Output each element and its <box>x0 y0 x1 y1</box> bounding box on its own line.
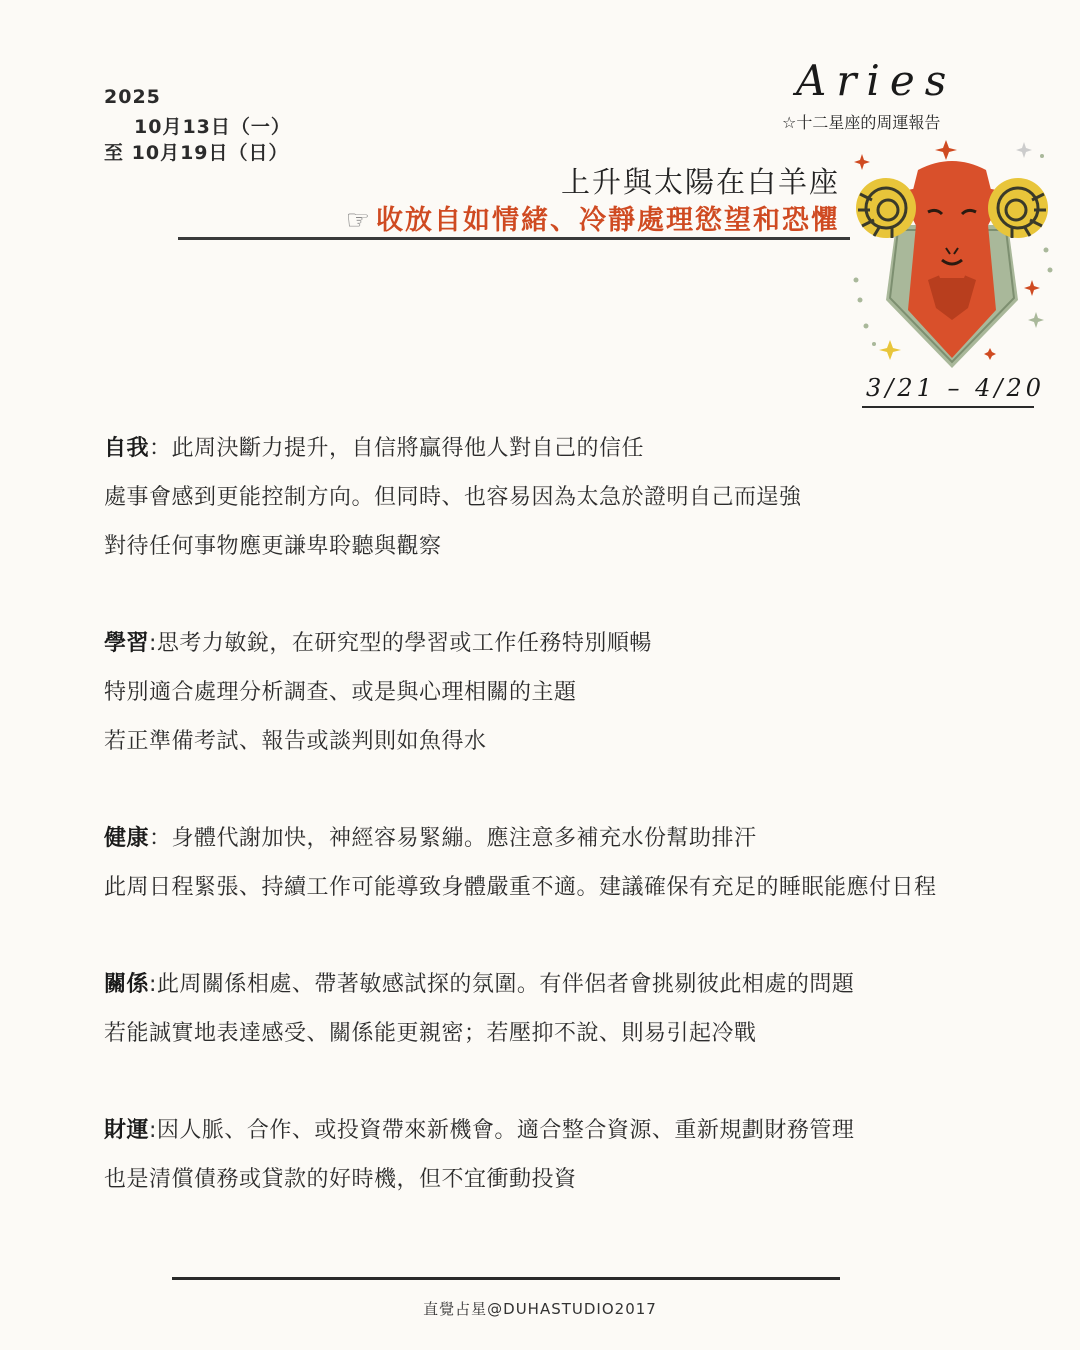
section-line: 關係:此周關係相處、帶著敏感試探的氛圍。有伴侶者會挑剔彼此相處的問題 <box>104 972 855 997</box>
section-label: 健康 <box>104 826 150 851</box>
ram-illustration-icon <box>846 130 1058 374</box>
sign-name: Aries <box>796 56 957 105</box>
section-wealth <box>104 1106 1074 1204</box>
section-line: 若正準備考試、報告或談判則如魚得水 <box>104 729 487 754</box>
section-label: 財運 <box>104 1118 150 1143</box>
footer-divider <box>172 1277 840 1280</box>
date-end-value: 10月19日（日） <box>131 142 289 164</box>
section-line: 特別適合處理分析調查、或是與心理相關的主題 <box>104 680 577 705</box>
date-year: 2025 <box>104 86 161 108</box>
page-theme <box>346 198 840 237</box>
date-end <box>104 138 289 165</box>
title-divider <box>178 237 850 240</box>
pointing-hand-icon: ☞ <box>345 205 372 236</box>
section-line: 學習:思考力敏銳，在研究型的學習或工作任務特別順暢 <box>104 631 652 656</box>
section-study <box>104 619 1074 766</box>
section-line: 對待任何事物應更謙卑聆聽與觀察 <box>104 534 442 559</box>
section-line: 也是清償債務或貸款的好時機，但不宜衝動投資 <box>104 1167 577 1192</box>
section-line: 健康：身體代謝加快，神經容易緊繃。應注意多補充水份幫助排汗 <box>104 826 757 851</box>
sign-date-underline <box>862 406 1034 408</box>
date-start: 10月13日（一） <box>134 116 291 138</box>
section-relationship <box>104 960 1074 1058</box>
section-label: 自我 <box>104 436 150 461</box>
sign-date-range: 3/21 – 4/20 <box>866 374 1046 402</box>
section-line: 自我：此周決斷力提升，自信將贏得他人對自己的信任 <box>104 436 645 461</box>
section-line: 此周日程緊張、持續工作可能導致身體嚴重不適。建議確保有充足的睡眠能應付日程 <box>104 875 937 900</box>
report-subtitle: ☆十二星座的周運報告 <box>782 113 941 132</box>
forecast-content <box>104 424 1074 1252</box>
section-line: 若能誠實地表達感受、關係能更親密；若壓抑不說、則易引起冷戰 <box>104 1021 757 1046</box>
footer-credit: 直覺占星@DUHASTUDIO2017 <box>423 1300 657 1318</box>
page-theme-text: 收放自如情緒、冷靜處理慾望和恐懼 <box>376 205 840 236</box>
date-end-prefix: 至 <box>104 142 125 164</box>
section-line: 處事會感到更能控制方向。但同時、也容易因為太急於證明自己而逞強 <box>104 485 802 510</box>
section-self <box>104 424 1074 571</box>
section-label: 關係 <box>104 972 150 997</box>
page-title: 上升與太陽在白羊座 <box>560 165 840 199</box>
section-line: 財運:因人脈、合作、或投資帶來新機會。適合整合資源、重新規劃財務管理 <box>104 1118 855 1143</box>
section-health <box>104 814 1074 912</box>
section-label: 學習 <box>104 631 150 656</box>
